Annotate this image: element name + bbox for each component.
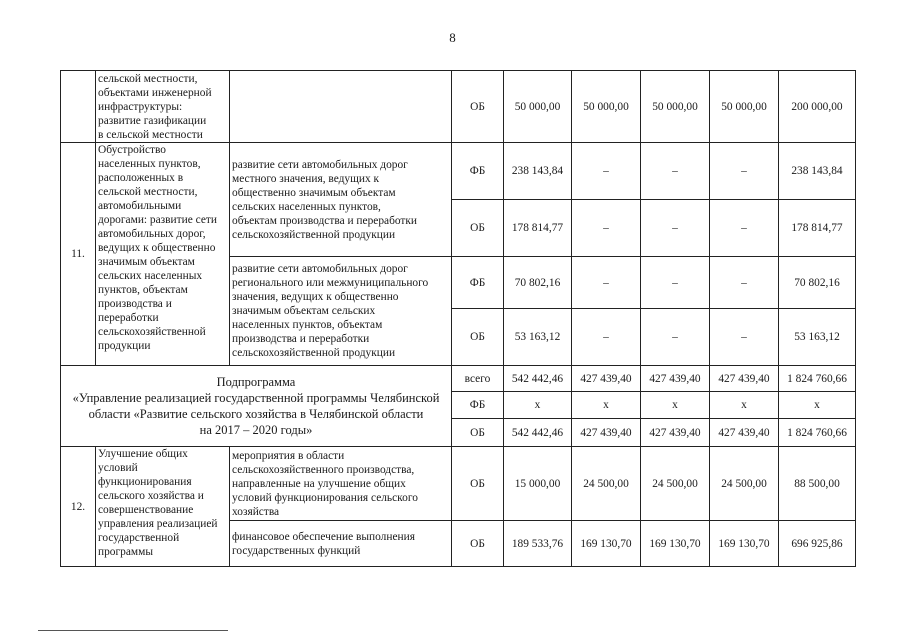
table-row (61, 143, 856, 200)
measure-cell (230, 143, 452, 257)
text-line: общественно значимым объектам (232, 186, 396, 199)
value-cell-2019: 427 439,40 (641, 366, 710, 392)
text-line: «Управление реализацией государственной программы Челябинской (72, 391, 440, 405)
value-cell-2017: 542 442,46 (504, 366, 572, 392)
value-cell-2017: 70 802,16 (504, 257, 572, 309)
value-cell-2018: 427 439,40 (572, 366, 641, 392)
text-line: сельских населенных (98, 270, 203, 282)
value-cell-2019: х (641, 392, 710, 419)
text-line: сельскохозяйственной (98, 326, 206, 338)
text-line: финансовое обеспечение выполнения (232, 530, 415, 543)
value-cell-2019: – (641, 200, 710, 257)
text-line: сельской местности, (98, 186, 198, 198)
value-cell-2017: 50 000,00 (504, 71, 572, 143)
text-line: автомобильными (98, 200, 182, 212)
value-cell-2020: 427 439,40 (710, 419, 779, 447)
text-line: сельскохозяйственной продукции (232, 347, 396, 359)
text-line: сельскохозяйственного производства, (232, 463, 415, 476)
value-cell-total: 1 824 760,66 (779, 419, 856, 447)
text-line: сельских населенных пунктов, (232, 200, 381, 213)
text-line: автомобильных дорог, (98, 228, 206, 240)
funding-source-cell: ОБ (452, 71, 504, 143)
value-cell-2019: 169 130,70 (641, 521, 710, 567)
value-cell-2018: 24 500,00 (572, 447, 641, 521)
text-line: Улучшение общих (98, 448, 188, 460)
text-line: области «Развитие сельского хозяйства в Челябинской области (88, 407, 424, 421)
funding-source-cell: ОБ (452, 521, 504, 567)
value-cell-2018: х (572, 392, 641, 419)
value-cell-2019: – (641, 143, 710, 200)
text-line: переработки (98, 312, 159, 324)
text-line: значимым объектам сельских (232, 305, 376, 317)
value-cell-total: 1 824 760,66 (779, 366, 856, 392)
subprogram-title-cell (61, 366, 452, 447)
value-cell-2020: 50 000,00 (710, 71, 779, 143)
value-cell-2020: 427 439,40 (710, 366, 779, 392)
text-line: государственных функций (232, 544, 361, 557)
measure-cell (230, 447, 452, 521)
funding-source-cell: всего (452, 366, 504, 392)
text-line: пунктов, объектам (98, 284, 188, 296)
value-cell-2017: 542 442,46 (504, 419, 572, 447)
value-cell-2019: 24 500,00 (641, 447, 710, 521)
value-cell-2018: 427 439,40 (572, 419, 641, 447)
value-cell-total: 238 143,84 (779, 143, 856, 200)
value-cell-total: 70 802,16 (779, 257, 856, 309)
value-cell-2019: – (641, 309, 710, 366)
table-row (61, 447, 856, 521)
text-line: объектами инженерной (98, 86, 212, 99)
text-line: значения, ведущих к общественно (232, 291, 399, 303)
text-line: Обустройство (98, 144, 166, 156)
text-line: совершенствование (98, 504, 194, 516)
value-cell-2020: – (710, 200, 779, 257)
text-line: регионального или межмуниципального (232, 277, 429, 289)
value-cell-2018: – (572, 143, 641, 200)
funding-source-cell: ОБ (452, 447, 504, 521)
row-number-cell (61, 71, 96, 143)
text-line: развитие газификации (98, 114, 207, 127)
value-cell-2019: 50 000,00 (641, 71, 710, 143)
funding-source-cell: ФБ (452, 143, 504, 200)
value-cell-2018: – (572, 309, 641, 366)
text-line: сельскохозяйственной продукции (232, 228, 396, 241)
value-cell-2017: 189 533,76 (504, 521, 572, 567)
text-line: населенных пунктов, объектам (232, 319, 383, 331)
measure-cell (230, 521, 452, 567)
text-line: расположенных в (98, 172, 184, 184)
text-line: функционирования (98, 476, 192, 488)
activity-name-cell (96, 71, 230, 143)
activity-name-cell (96, 143, 230, 366)
text-line: населенных пунктов, (98, 158, 201, 170)
text-line: условий (98, 462, 138, 474)
value-cell-2020: – (710, 143, 779, 200)
text-line: сельской местности, (98, 72, 198, 85)
text-line: развитие сети автомобильных дорог (232, 158, 408, 171)
text-line: производства и (98, 298, 172, 310)
value-cell-2020: – (710, 257, 779, 309)
funding-source-cell: ОБ (452, 309, 504, 366)
text-line: условий функционирования сельского (232, 491, 418, 504)
text-line: местного значения, ведущих к (232, 172, 380, 185)
funding-source-cell: ФБ (452, 257, 504, 309)
text-line: развитие сети автомобильных дорог (232, 263, 408, 275)
text-line: управления реализацией (98, 518, 218, 530)
text-line: продукции (98, 340, 151, 352)
text-line: хозяйства (232, 505, 280, 518)
text-line: дорогами: развитие сети (98, 214, 217, 226)
value-cell-2017: 53 163,12 (504, 309, 572, 366)
value-cell-2019: – (641, 257, 710, 309)
text-line: мероприятия в области (232, 449, 345, 462)
text-line: значимым объектам (98, 256, 195, 268)
row-number-cell: 11. (61, 143, 96, 366)
text-line: направленные на улучшение общих (232, 477, 406, 490)
funding-source-cell: ОБ (452, 419, 504, 447)
text-line: государственной (98, 532, 180, 544)
value-cell-total: х (779, 392, 856, 419)
activity-name-cell (96, 447, 230, 567)
value-cell-2018: 169 130,70 (572, 521, 641, 567)
value-cell-2017: 238 143,84 (504, 143, 572, 200)
value-cell-total: 200 000,00 (779, 71, 856, 143)
text-line: производства и переработки (232, 333, 370, 345)
text-line: ведущих к общественно (98, 242, 216, 254)
text-line: сельского хозяйства и (98, 490, 204, 502)
page-number: 8 (449, 30, 456, 45)
measure-cell (230, 71, 452, 143)
text-line: программы (98, 546, 153, 558)
value-cell-total: 696 925,86 (779, 521, 856, 567)
value-cell-2017: 178 814,77 (504, 200, 572, 257)
value-cell-2020: – (710, 309, 779, 366)
measure-cell (230, 257, 452, 366)
value-cell-2018: 50 000,00 (572, 71, 641, 143)
value-cell-2018: – (572, 257, 641, 309)
value-cell-2017: 15 000,00 (504, 447, 572, 521)
text-line: Подпрограмма (216, 375, 296, 389)
value-cell-total: 88 500,00 (779, 447, 856, 521)
table-row (61, 71, 856, 143)
text-line: на 2017 – 2020 годы» (199, 423, 313, 437)
text-line: объектам производства и переработки (232, 214, 418, 227)
value-cell-2017: х (504, 392, 572, 419)
row-number-cell: 12. (61, 447, 96, 567)
budget-table (60, 70, 856, 567)
value-cell-2020: 24 500,00 (710, 447, 779, 521)
table-row (61, 366, 856, 392)
text-line: инфраструктуры: (98, 100, 183, 113)
value-cell-2020: 169 130,70 (710, 521, 779, 567)
funding-source-cell: ФБ (452, 392, 504, 419)
text-line: в сельской местности (98, 128, 203, 141)
value-cell-2018: – (572, 200, 641, 257)
footer-rule (38, 630, 228, 631)
value-cell-2020: х (710, 392, 779, 419)
value-cell-total: 53 163,12 (779, 309, 856, 366)
value-cell-2019: 427 439,40 (641, 419, 710, 447)
funding-source-cell: ОБ (452, 200, 504, 257)
value-cell-total: 178 814,77 (779, 200, 856, 257)
